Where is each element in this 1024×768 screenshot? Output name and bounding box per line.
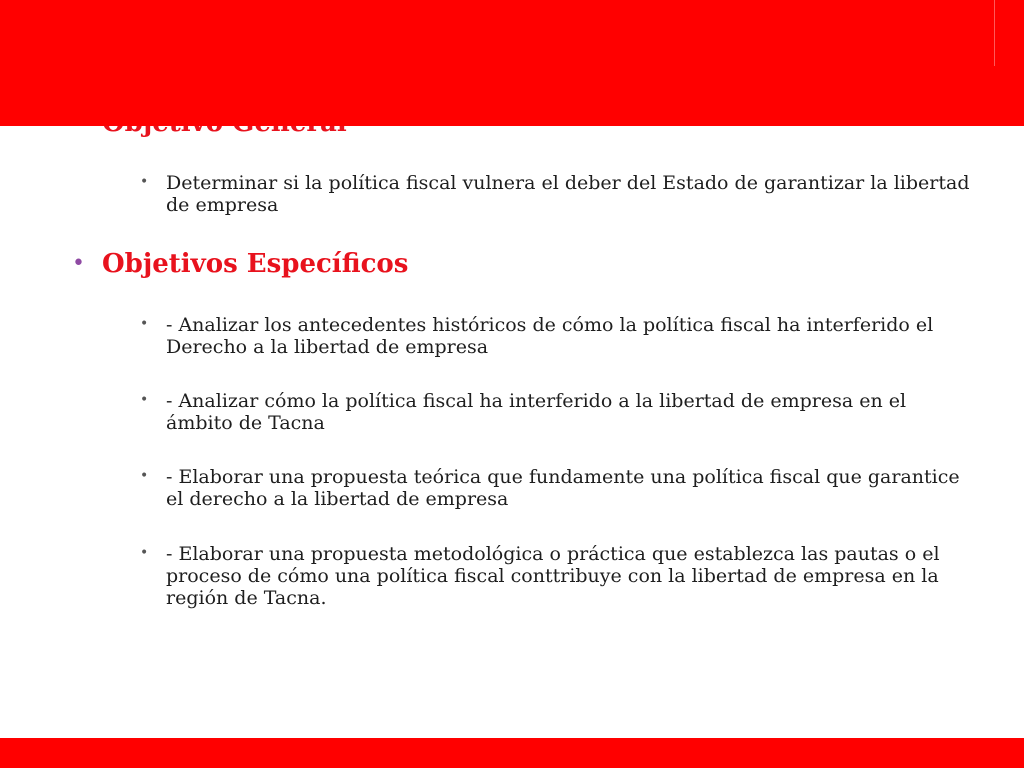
list-item <box>140 314 975 358</box>
list-item <box>140 543 975 609</box>
heading-title: Objetivos Específicos <box>102 249 409 279</box>
list-item-text: - Analizar los antecedentes históricos de cómo la política fiscal ha interferido el Derecho a la libertad de empresa <box>166 314 934 358</box>
item-bullet-icon: • <box>140 545 149 561</box>
list-item <box>140 466 975 510</box>
list-item-text: - Elaborar una propuesta teórica que fundamente una política fiscal que garantice el derecho a la libertad de empresa <box>166 466 960 510</box>
banner-divider <box>994 0 995 66</box>
top-banner <box>0 0 1024 126</box>
item-bullet-icon: • <box>140 392 149 408</box>
list-item-text: - Analizar cómo la política fiscal ha interferido a la libertad de empresa en el ámbito de Tacna <box>166 390 907 434</box>
bottom-banner <box>0 738 1024 768</box>
list-item <box>140 172 975 216</box>
item-bullet-icon: • <box>140 316 149 332</box>
list-item <box>140 390 975 434</box>
heading-bullet-icon: • <box>72 251 85 276</box>
item-bullet-icon: • <box>140 174 149 190</box>
list-item-text: Determinar si la política fiscal vulnera el deber del Estado de garantizar la libertad de empresa <box>166 172 970 216</box>
list-item-text: - Elaborar una propuesta metodológica o práctica que establezca las pautas o el proceso de cómo una política fiscal conttribuye con la libertad de empresa en la región de Tacna. <box>166 543 940 609</box>
item-bullet-icon: • <box>140 468 149 484</box>
